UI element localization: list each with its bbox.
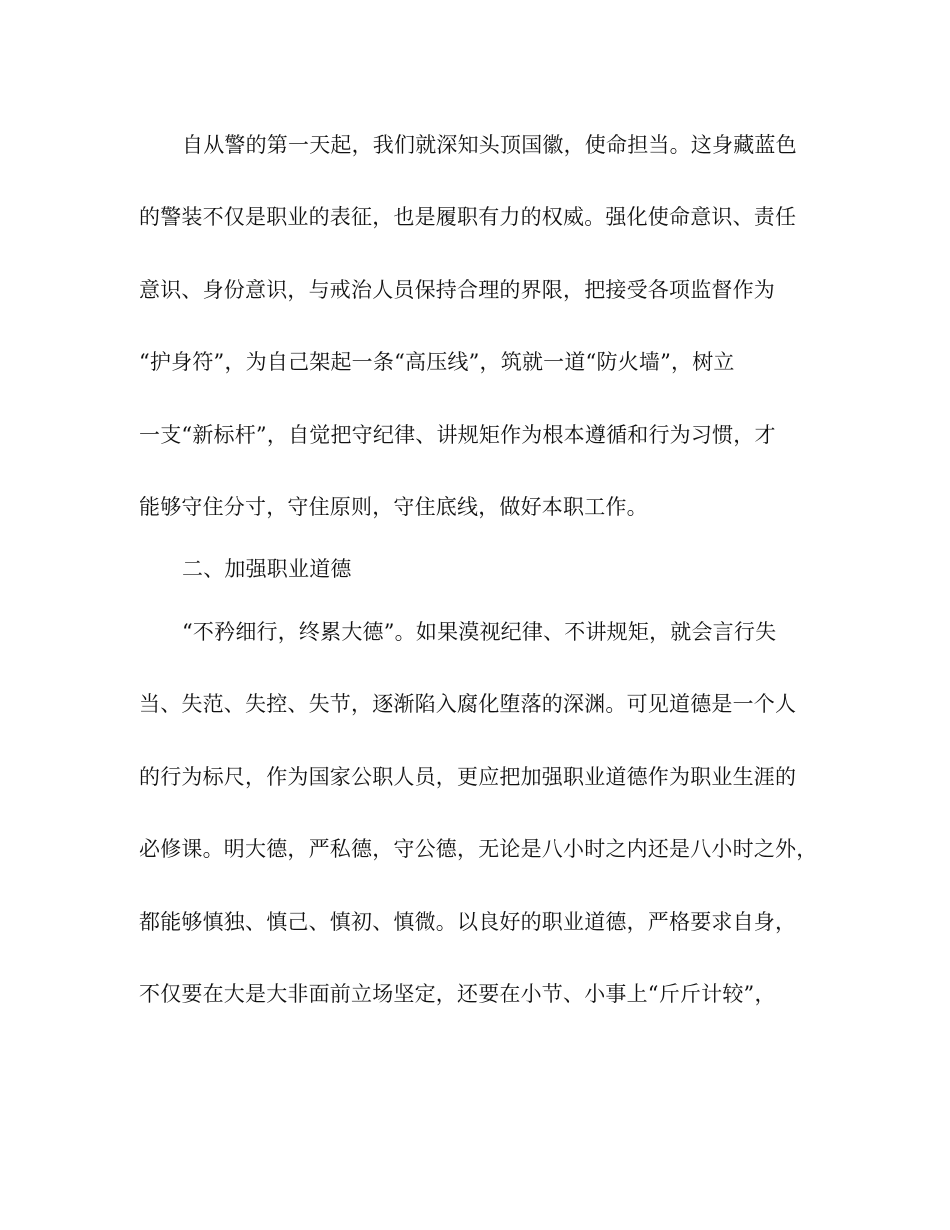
paragraph-line: 能够守住分寸，守住原则，守住底线，做好本职工作。 — [139, 495, 648, 519]
paragraph-line: “不矜细行，终累大德”。如果漠视纪律、不讲规矩，就会言行失 — [182, 620, 777, 644]
paragraph-line: 不仅要在大是大非面前立场坚定，还要在小节、小事上“斤斤计较”， — [139, 982, 776, 1006]
paragraph-line: 当、失范、失控、失节，逐渐陷入腐化堕落的深渊。可见道德是一个人 — [139, 692, 797, 716]
section-heading: 二、加强职业道德 — [182, 557, 352, 581]
paragraph-line: 一支“新标杆”，自觉把守纪律、讲规矩作为根本遵循和行为习惯，才 — [139, 423, 776, 447]
paragraph-line: 必修课。明大德，严私德，守公德，无论是八小时之内还是八小时之外， — [139, 837, 818, 861]
paragraph-line: 自从警的第一天起，我们就深知头顶国徽，使命担当。这身藏蓝色 — [182, 133, 797, 157]
paragraph-line: 都能够慎独、慎己、慎初、慎微。以良好的职业道德，严格要求自身， — [139, 910, 797, 934]
paragraph-line: 的警装不仅是职业的表征，也是履职有力的权威。强化使命意识、责任 — [139, 205, 797, 229]
paragraph-line: “护身符”，为自己架起一条“高压线”，筑就一道“防火墙”，树立 — [139, 350, 735, 374]
paragraph-line: 的行为标尺，作为国家公职人员，更应把加强职业道德作为职业生涯的 — [139, 765, 797, 789]
paragraph-line: 意识、身份意识，与戒治人员保持合理的界限，把接受各项监督作为 — [139, 278, 775, 302]
